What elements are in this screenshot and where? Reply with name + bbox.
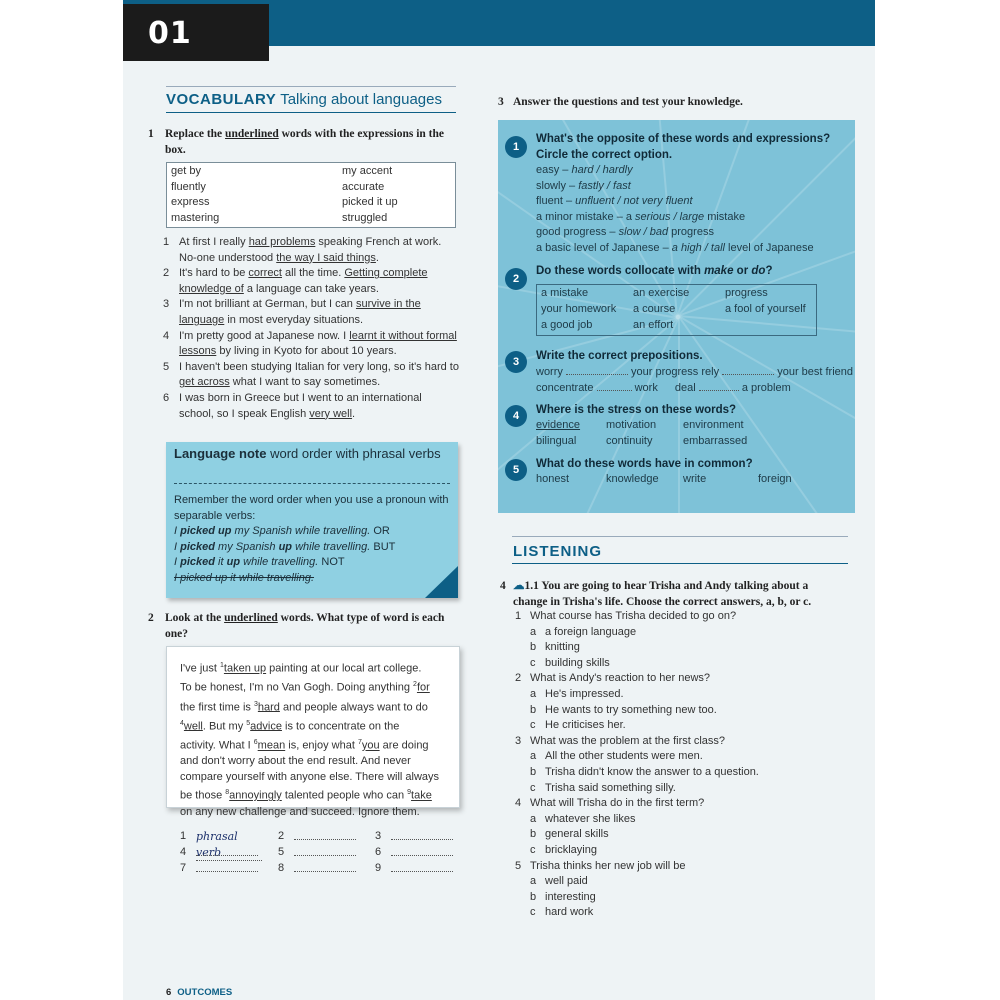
stress-word[interactable]: continuity — [606, 435, 653, 447]
language-note — [166, 442, 458, 598]
ex1-word-box — [166, 162, 456, 228]
q1-option[interactable]: slowly – fastly / fast — [536, 179, 631, 192]
q2-number: 2 — [505, 268, 527, 290]
unit-number: 01 — [148, 16, 192, 51]
ex2-text — [180, 658, 452, 820]
audio-icon[interactable]: ☁ — [513, 580, 525, 592]
answer-option[interactable]: a well paid — [530, 875, 588, 888]
q1-option[interactable]: good progress – slow / bad progress — [536, 226, 714, 238]
answer-blank[interactable] — [391, 861, 453, 872]
language-note-fold — [425, 566, 458, 598]
track-number: 1.1 — [524, 580, 539, 592]
stress-word[interactable]: embarrassed — [683, 435, 748, 447]
text-line: activity. What I $^6$mean is, enjoy what $^7$you are doing — [180, 739, 429, 752]
ex2-number: 2 — [148, 612, 154, 624]
ex1-item: 2 It's hard to be correct all the time. Getting complete knowledge of a language can take years. — [163, 267, 428, 295]
collocation-item[interactable]: a course — [633, 303, 676, 315]
collocation-item[interactable]: a good job — [541, 319, 593, 331]
preposition-blank[interactable] — [699, 380, 739, 391]
text-line: be those $^8$annoyingly talented people who can $^9$take — [180, 789, 432, 803]
listening-heading: LISTENING — [513, 543, 603, 560]
question-block — [515, 671, 845, 733]
q3-line: worry your progress rely your best friend — [536, 366, 854, 378]
box-word: mastering — [171, 211, 220, 224]
q3-line: concentrate work deal a problem — [536, 382, 791, 394]
ex3-instruction: Answer the questions and test your knowledge. — [513, 96, 743, 108]
preposition-blank[interactable] — [597, 380, 632, 391]
answer-option[interactable]: a whatever she likes — [530, 812, 636, 825]
q1-option[interactable]: a minor mistake – a serious / large mistake — [536, 210, 746, 223]
text-line: To be honest, I'm no Van Gogh. Doing anything $^2$for — [180, 681, 430, 694]
text-line: $^4$well. But my $^5$advice is to concentrate on the — [180, 719, 400, 733]
answer-option[interactable]: c Trisha said something silly. — [530, 781, 676, 794]
answer-option[interactable]: c bricklaying — [530, 843, 597, 856]
answer-number: 1 — [180, 830, 187, 842]
language-note-wrong-example: I picked up it while travelling. — [174, 571, 315, 584]
ex4-number: 4 — [500, 580, 506, 592]
answer-blank[interactable] — [391, 845, 453, 856]
stress-word[interactable]: motivation — [606, 419, 657, 431]
text-line: I've just $^1$taken up painting at our local art college. — [180, 662, 422, 675]
q3-number: 3 — [505, 351, 527, 373]
question-block — [515, 859, 845, 921]
vocabulary-rule — [166, 112, 456, 113]
common-word: knowledge — [606, 473, 659, 485]
answer-option[interactable]: b interesting — [530, 890, 596, 903]
q1-option[interactable]: fluent – unfluent / not very fluent — [536, 195, 693, 207]
ex1-item: 4 I'm pretty good at Japanese now. I learnt it without formal lessons by living in Kyoto for about 10 years. — [163, 329, 457, 358]
answer-option[interactable]: a He's impressed. — [530, 687, 624, 700]
collocation-item[interactable]: progress — [725, 287, 768, 299]
q1-option[interactable]: easy – hard / hardly — [536, 164, 633, 176]
answer-number: 9 — [375, 862, 382, 874]
q2-heading: Do these words collocate with make or do? — [536, 265, 773, 277]
collocation-item[interactable]: your homework — [541, 303, 617, 315]
common-word: honest — [536, 473, 570, 485]
ex1-number: 1 — [148, 128, 154, 140]
page-number: 6 — [166, 987, 172, 998]
text-line: compare yourself with anyone else. There will always — [180, 770, 440, 783]
question-block — [515, 796, 845, 858]
ex2-text-box — [166, 646, 460, 818]
ex1-item: 5 I haven't been studying Italian for very long, so it's hard to get across what I want to say sometimes. — [163, 360, 459, 389]
page-footer — [166, 987, 232, 998]
answer-option[interactable]: b Trisha didn't know the answer to a question. — [530, 765, 759, 778]
preposition-blank[interactable] — [722, 364, 774, 375]
listening-rule — [512, 563, 848, 564]
question-block — [515, 734, 845, 796]
book-title: OUTCOMES — [177, 987, 233, 998]
answer-number: 8 — [278, 862, 285, 874]
ex1-instruction: Replace the underlined words with the expressions in the box. — [165, 128, 445, 156]
ex4-instruction: ☁1.1 You are going to hear Trisha and Andy talking about a change in Trisha's life. Choose the correct answers, a, b, or c. — [513, 580, 812, 608]
answer-number: 5 — [278, 846, 285, 858]
answer-number: 6 — [375, 846, 382, 858]
answer-option[interactable]: b He wants to try something new too. — [530, 703, 717, 716]
collocation-item[interactable]: a fool of yourself — [725, 303, 806, 315]
answer-option[interactable]: c building skills — [530, 656, 610, 669]
language-note-intro: Remember the word order when you use a pronoun with separable verbs: — [174, 494, 449, 522]
language-note-body — [174, 493, 450, 587]
box-word: express — [171, 196, 210, 209]
stress-word[interactable]: environment — [683, 419, 744, 431]
q5-heading: What do these words have in common? — [536, 458, 753, 470]
q4-number: 4 — [505, 405, 527, 427]
stress-word[interactable]: evidence — [536, 419, 581, 431]
box-word: accurate — [342, 180, 385, 193]
box-word: struggled — [342, 211, 388, 224]
answer-option[interactable]: b general skills — [530, 828, 609, 841]
listening-questions — [515, 609, 845, 921]
box-word: fluently — [171, 180, 206, 193]
q1-options — [536, 163, 846, 256]
answer-number: 7 — [180, 862, 187, 874]
unit-badge — [123, 4, 269, 61]
quiz-panel — [498, 120, 855, 513]
language-note-example: I picked my Spanish up while travelling. BUT — [174, 540, 396, 553]
example-answer: phrasal verb — [196, 829, 262, 861]
q1-option[interactable]: a basic level of Japanese – a high / tall level of Japanese — [536, 241, 814, 254]
q1-heading: What's the opposite of these words and expressions? Circle the correct option. — [536, 133, 831, 161]
ex1-item: 6 I was born in Greece but I went to an international school, so I speak English very well. — [163, 391, 422, 420]
collocation-item[interactable]: a mistake — [541, 287, 589, 299]
vocabulary-heading-bold: VOCABULARY — [166, 91, 277, 108]
question: 1 What course has Trisha decided to go on? — [515, 610, 737, 622]
answer-number: 2 — [278, 830, 285, 842]
box-word: my accent — [342, 165, 393, 177]
language-note-example: I picked up my Spanish while travelling. OR — [174, 525, 390, 538]
answer-option[interactable]: c He criticises her. — [530, 719, 626, 732]
ex1-item: 3 I'm not brilliant at German, but I can survive in the language in most everyday situations. — [163, 298, 421, 326]
language-note-divider — [174, 483, 450, 484]
answer-option[interactable]: c hard work — [530, 906, 594, 919]
text-line: on any new challenge and succeed. Ignore them. — [180, 805, 420, 818]
common-word: foreign — [758, 473, 792, 485]
text-line: and don't worry about the end result. And never — [180, 755, 411, 768]
text-line: the first time is $^3$hard and people always want to do — [180, 700, 428, 714]
q2-collocation-box — [536, 284, 817, 336]
collocation-item[interactable]: an exercise — [633, 287, 690, 299]
question: 5 Trisha thinks her new job will be — [515, 859, 686, 872]
answer-option[interactable]: a a foreign language — [530, 625, 637, 638]
box-word: picked it up — [342, 196, 398, 209]
box-word: get by — [171, 165, 201, 177]
question: 3 What was the problem at the first class? — [515, 734, 726, 747]
answer-blank[interactable] — [294, 861, 356, 872]
vocabulary-top-rule — [166, 86, 456, 87]
q3-heading: Write the correct prepositions. — [536, 350, 703, 362]
preposition-blank[interactable] — [566, 364, 628, 375]
word-box-left-column — [171, 164, 219, 226]
answer-blank[interactable] — [196, 845, 258, 856]
q5-number: 5 — [505, 459, 527, 481]
ex1-items — [163, 235, 459, 422]
ex3-number: 3 — [498, 96, 504, 108]
answer-number: 4 — [180, 846, 187, 858]
word-box-right-column — [342, 164, 398, 226]
ex1-item: 1 At first I really had problems speaking French at work. No-one understood the way I said things. — [163, 236, 442, 264]
question-block — [515, 609, 845, 671]
listening-top-rule — [512, 536, 848, 537]
language-note-title: Language note word order with phrasal verbs — [174, 446, 441, 461]
answer-number: 3 — [375, 830, 382, 842]
collocation-item[interactable]: an effort — [633, 319, 674, 331]
question: 4 What will Trisha do in the first term? — [515, 797, 705, 810]
answer-option[interactable]: a All the other students were men. — [530, 750, 703, 763]
answer-option[interactable]: b knitting — [530, 641, 580, 654]
q1-number: 1 — [505, 136, 527, 158]
vocabulary-heading — [166, 91, 442, 108]
language-note-example: I picked it up while travelling. NOT — [174, 556, 345, 569]
stress-word[interactable]: bilingual — [536, 435, 577, 447]
ex2-instruction: Look at the underlined words. What type of word is each one? — [165, 612, 445, 640]
answer-blank[interactable] — [294, 845, 356, 856]
answer-blank[interactable] — [294, 829, 356, 840]
answer-blank[interactable] — [196, 861, 258, 872]
common-word: write — [683, 473, 707, 485]
q4-heading: Where is the stress on these words? — [536, 404, 737, 416]
question: 2 What is Andy's reaction to her news? — [515, 672, 711, 685]
vocabulary-heading-rest: Talking about languages — [280, 91, 442, 108]
answer-blank[interactable] — [391, 829, 453, 840]
